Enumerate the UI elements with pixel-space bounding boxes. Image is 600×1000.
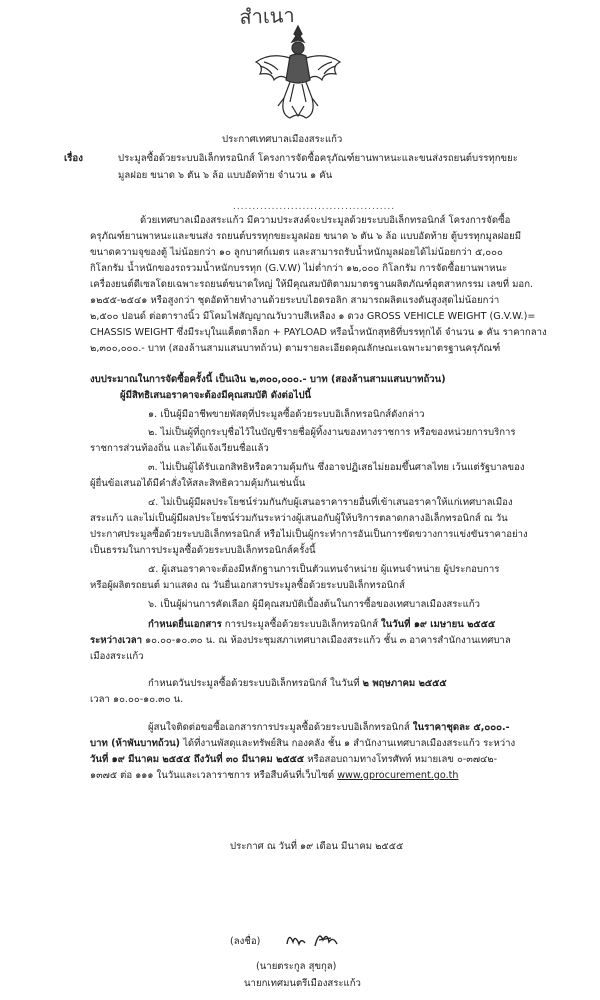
subject-line-1: ประมูลซื้อด้วยระบบอิเล็กทรอนิกส์ โครงการจัดซื้อครุภัณฑ์ยานพาหนะและขนส่งรถยนต์บรรทุกขยะ [118,153,518,164]
purchase-price: ในราคาชุดละ ๕,๐๐๐.- [412,722,510,733]
signer-name: (นายตระกูล สุขกุล) [256,961,337,972]
condition-3: ๓. ไม่เป็นผู้ได้รับเอกสิทธิหรือความคุ้มกัน ซึ่งอาจปฏิเสธไม่ยอมขึ้นศาลไทย เว้นแต่รัฐบาลของ [148,462,525,473]
condition-4-cont: ประกาศประมูลซื้อด้วยระบบอิเล็กทรอนิกส์ หรือไม่เป็นผู้กระทำการอันเป็นการขัดขวางการแข่งขันราคาอย่าง [90,529,528,540]
auction-line-1 [148,677,447,690]
para1-line: CHASSIS WEIGHT ซึ่งมีระบุในแค็ตตาล็อก + PAYLOAD หรือน้ำหนักสุทธิที่บรรทุกได้ จำนวน ๑ คัน ราคากลาง [90,327,547,338]
auction-text: กำหนดวันประมูลซื้อด้วยระบบอิเล็กทรอนิกส์ ในวันที่ [148,678,363,689]
condition-3-cont: ผู้ยื่นข้อเสนอได้มีคำสั่งให้สละสิทธิความคุ้มกันเช่นนั้น [90,478,306,489]
para1-line: ๑๒๕๕-๒๕๔๑ หรือสูงกว่า ชุดอัดท้ายทำงานด้วยระบบไฮดรอลิก สามารถผลิตแรงดันสูงสุดไม่น้อยกว่า [90,295,500,306]
purchase-line-1 [148,721,510,734]
separator: .......................................... [233,202,396,212]
qualifications-heading: ผู้มีสิทธิเสนอราคาจะต้องมีคุณสมบัติ ดังต่อไปนี้ [120,390,312,401]
purchase-location: ได้ที่งานพัสดุและทรัพย์สิน กองคลัง ชั้น ๑ สำนักงานเทศบาลเมืองสระแก้ว ระหว่าง [180,738,516,749]
announcement-heading: ประกาศเทศบาลเมืองสระแก้ว [222,134,343,145]
para1-line: กิโลกรัม น้ำหนักของรถรวมน้ำหนักบรรทุก (G.V.W) ไม่ต่ำกว่า ๑๒,๐๐๐ กิโลกรัม การจัดซื้อยานพาหนะ [90,263,508,274]
schedule-time-label: ระหว่างเวลา [90,635,143,646]
schedule-time-text: ๑๐.๐๐-๑๐.๓๐ น. ณ ห้องประชุมสภาเทศบาลเมืองสระแก้ว ชั้น ๓ อาคารสำนักงานเทศบาล [142,635,511,646]
purchase-period: วันที่ ๑๙ มีนาคม ๒๕๕๕ ถึงวันที่ ๓๐ มีนาคม ๒๕๕๕ [90,754,305,765]
condition-6: ๖. เป็นผู้ผ่านการคัดเลือก ผู้มีคุณสมบัติเบื้องต้นในการซื้อของเทศบาลเมืองสระแก้ว [148,599,480,610]
auction-date: ๒ พฤษภาคม ๒๕๕๕ [362,678,447,689]
para1-line: ครุภัณฑ์ยานพาหนะและขนส่ง รถยนต์บรรทุกขยะมูลฝอย ขนาด ๖ ตัน ๖ ล้อ แบบอัดท้าย ตู้บรรทุกมูลฝอยมี [90,231,522,242]
schedule-line-1 [148,618,495,631]
purchase-website-text: ๑๓๗๕ ต่อ ๑๑๑ ในวันและเวลาราชการ หรือสืบค้นที่เว็บไซต์ [90,770,338,781]
purchase-price-words: บาท (ห้าพันบาทถ้วน) [90,738,181,749]
copy-stamp: สำเนา [239,3,295,29]
condition-2: ๒. ไม่เป็นผู้ที่ถูกระบุชื่อไว้ในบัญชีรายชื่อผู้ทิ้งงานของทางราชการ หรือของหน่วยการบริการ [148,427,516,438]
condition-4: ๔. ไม่เป็นผู้มีผลประโยชน์ร่วมกันกับผู้เสนอราคารายอื่นที่เข้าเสนอราคาให้แก่เทศบาลเมือง [148,497,513,508]
purchase-line-3 [90,753,497,766]
condition-5: ๕. ผู้เสนอราคาจะต้องมีหลักฐานการเป็นตัวแทนจำหน่าย ผู้แทนจำหน่าย ผู้ประกอบการ [148,564,500,575]
signer-title: นายกเทศมนตรีเมืองสระแก้ว [244,978,361,989]
schedule-date: ในวันที่ ๑๙ เมษายน ๒๕๕๕ [380,619,496,630]
subject-line-2: มูลฝอย ขนาด ๖ ตัน ๖ ล้อ แบบอัดท้าย จำนวน ๑ คัน [118,170,333,181]
purchase-text: ผู้สนใจติดต่อขอซื้อเอกสารการประมูลซื้อด้วยระบบอิเล็กทรอนิกส์ [148,722,413,733]
para1-line: ด้วยเทศบาลเมืองสระแก้ว มีความประสงค์จะประมูลด้วยระบบอิเล็กทรอนิกส์ โครงการจัดซื้อ [140,215,511,226]
para1-line: เครื่องยนต์ดีเซลโดยเฉพาะรถยนต์ขนาดใหญ่ ให้มีคุณสมบัติตามมาตรฐานผลิตภัณฑ์อุตสาหกรรม เลขที่ มอก. [90,279,534,290]
budget-line: งบประมาณในการจัดซื้อครั้งนี้ เป็นเงิน ๒,๓๐๐,๐๐๐.- บาท (สองล้านสามแสนบาทถ้วน) [90,374,446,385]
announce-date: ประกาศ ณ วันที่ ๑๙ เดือน มีนาคม ๒๕๕๕ [230,841,404,852]
schedule-label: กำหนดยื่นเอกสาร [148,619,222,630]
website-link[interactable]: www.gprocurement.go.th [337,770,459,781]
condition-4-cont: สระแก้ว และไม่เป็นผู้มีผลประโยชน์ร่วมกันระหว่างผู้เสนอกับผู้ให้บริการตลาดกลางอิเล็กทรอนิกส์ ณ วัน [90,513,508,524]
purchase-line-2 [90,737,515,750]
para1-line: ๒,๕๐๐ ปอนด์ ต่อตารางนิ้ว มีโคมไฟสัญญาณวับวาบสีเหลือง ๑ ดวง GROSS VEHICLE WEIGHT (G.V.W.)= [90,311,536,322]
para1-line: ๒,๓๐๐,๐๐๐.- บาท (สองล้านสามแสนบาทถ้วน) ตามรายละเอียดคุณลักษณะเฉพาะมาตรฐานครุภัณฑ์ [90,343,501,354]
schedule-text: การประมูลซื้อด้วยระบบอิเล็กทรอนิกส์ [221,619,381,630]
condition-1: ๑. เป็นผู้มีอาชีพขายพัสดุที่ประมูลซื้อด้วยระบบอิเล็กทรอนิกส์ดังกล่าว [148,409,425,420]
sign-label: (ลงชื่อ) [230,936,261,947]
schedule-line-3: เมืองสระแก้ว [90,651,144,662]
condition-2-cont: ราชการส่วนท้องถิ่น และได้แจ้งเวียนชื่อแล้ว [90,443,269,454]
subject-label: เรื่อง [64,153,83,164]
condition-5-cont: หรือผู้ผลิตรถยนต์ มาแสดง ณ วันยื่นเอกสารประมูลซื้อด้วยระบบอิเล็กทรอนิกส์ [90,580,405,591]
garuda-emblem-icon [250,22,346,122]
auction-line-2: เวลา ๑๐.๐๐-๑๐.๓๐ น. [90,694,184,705]
purchase-phone-text: หรือสอบถามทางโทรศัพท์ หมายเลข ๐-๓๗๔๒- [304,754,498,765]
schedule-line-2 [90,634,511,647]
para1-line: ขนาดความจุของตู้ ไม่น้อยกว่า ๑๐ ลูกบาศก์เมตร และสามารถรับน้ำหนักมูลฝอยได้ไม่น้อยกว่า ๕,๐๐๐ [90,247,503,258]
purchase-line-4 [90,769,459,782]
handwritten-signature-icon [283,926,343,952]
condition-4-cont: เป็นธรรมในการประมูลซื้อด้วยระบบอิเล็กทรอนิกส์ครั้งนี้ [90,545,316,556]
